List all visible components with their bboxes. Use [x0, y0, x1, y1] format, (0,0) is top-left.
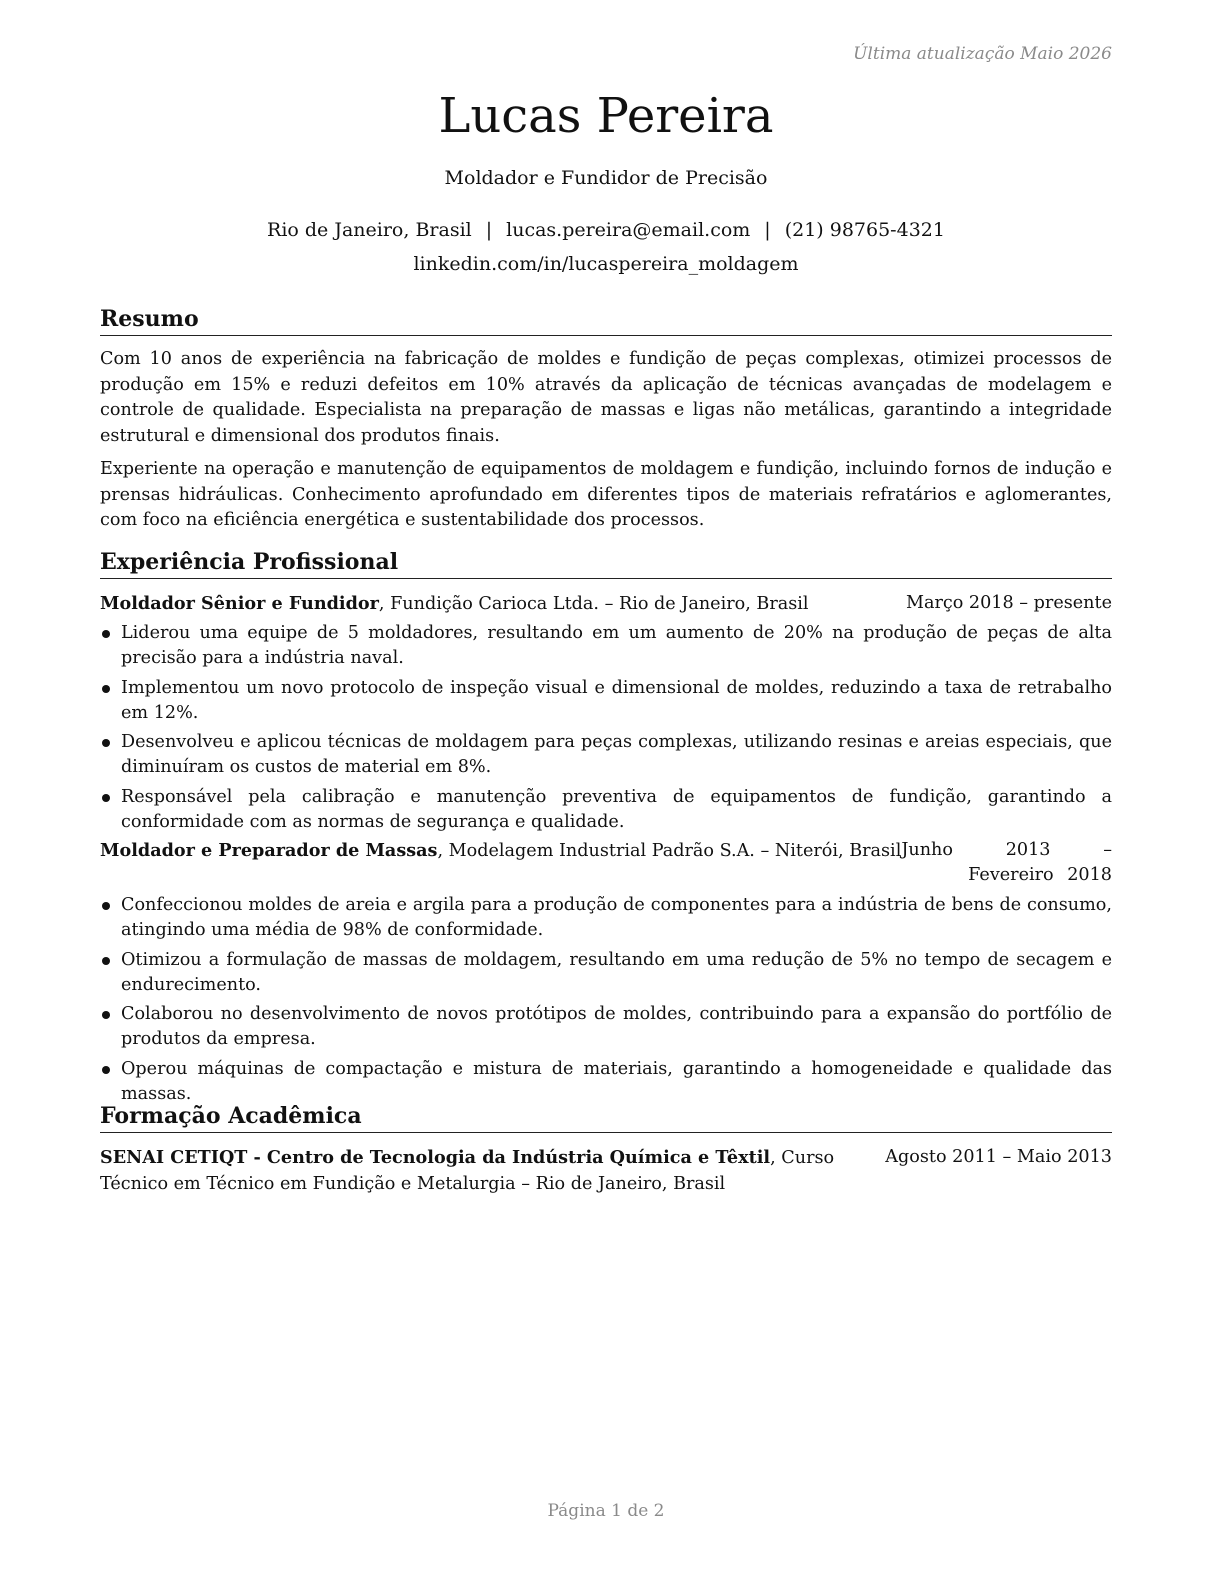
- education-details: , Curso Técnico em Técnico em Fundição e Metalurgia – Rio de Janeiro, Brasil: [100, 1148, 835, 1194]
- contact-separator: |: [485, 219, 493, 241]
- list-item: Confeccionou moldes de areia e argila para a produção de componentes para a indústria de bens de consumo, atingindo uma média de 98% de conformidade.: [100, 893, 1112, 943]
- bullet-icon: [102, 630, 110, 638]
- job-details: , Modelagem Industrial Padrão S.A. – Niterói, Brasil: [437, 841, 902, 861]
- contact-separator: |: [764, 219, 771, 241]
- job-header: [100, 591, 1112, 617]
- list-item: Implementou um novo protocolo de inspeção visual e dimensional de moldes, reduzindo a taxa de retrabalho em 12%.: [100, 676, 1112, 726]
- section-heading-experience: Experiência Profissional: [100, 547, 1112, 579]
- list-item: Desenvolveu e aplicou técnicas de moldagem para peças complexas, utilizando resinas e areias especiais, que diminuíram os custos de material em 8%.: [100, 730, 1112, 780]
- bullet-icon: [102, 1011, 110, 1019]
- education-dates: Agosto 2011 – Maio 2013: [885, 1147, 1112, 1167]
- candidate-name: Lucas Pereira: [438, 88, 774, 144]
- list-item: Otimizou a formulação de massas de moldagem, resultando em uma redução de 5% no tempo de secagem e endurecimento.: [100, 948, 1112, 998]
- page-number: Página 1 de 2: [547, 1501, 665, 1521]
- section-heading-summary: Resumo: [100, 304, 1112, 336]
- list-item: Liderou uma equipe de 5 moldadores, resultando em um aumento de 20% na produção de peças de alta precisão para a indústria naval.: [100, 621, 1112, 671]
- list-item: Responsável pela calibração e manutenção preventiva de equipamentos de fundição, garantindo a conformidade com as normas de segurança e qualidade.: [100, 785, 1112, 835]
- summary-paragraph: Com 10 anos de experiência na fabricação de moldes e fundição de peças complexas, otimizei processos de produção em 15% e reduzi defeitos em 10% através da aplicação de técnicas avançadas de modelagem e controle de qualidade. Especialista na preparação de massas e ligas não metálicas, garantindo a integridade estrutural e dimensional dos produtos finais.: [100, 349, 1112, 446]
- candidate-title: Moldador e Fundidor de Precisão: [444, 167, 768, 189]
- bullet-icon: [102, 957, 110, 965]
- bullet-icon: [102, 685, 110, 693]
- bullet-icon: [102, 902, 110, 910]
- bullet-icon: [102, 739, 110, 747]
- list-item: Colaborou no desenvolvimento de novos protótipos de moldes, contribuindo para a expansão do portfólio de produtos da empresa.: [100, 1002, 1112, 1052]
- bullet-icon: [102, 1066, 110, 1074]
- section-heading-education: Formação Acadêmica: [100, 1101, 1112, 1133]
- job-role: Moldador e Preparador de Massas: [100, 840, 438, 861]
- job-header: [100, 838, 1112, 888]
- education-institution: SENAI CETIQT - Centro de Tecnologia da Indústria Química e Têxtil: [100, 1147, 771, 1168]
- contact-linkedin[interactable]: linkedin.com/in/lucaspereira_moldagem: [413, 253, 799, 275]
- resume-page: [100, 0, 1112, 1584]
- last-updated: Última atualização Maio 2026: [853, 44, 1112, 64]
- job-dates: Junho 2013 – Fevereiro 2018: [901, 840, 1112, 885]
- job-bullets: [100, 893, 1112, 1111]
- contact-location: Rio de Janeiro, Brasil: [267, 219, 472, 241]
- contact-email[interactable]: lucas.pereira@email.com: [506, 219, 751, 241]
- job-details: , Fundição Carioca Ltda. – Rio de Janeiro, Brasil: [378, 594, 809, 614]
- bullet-icon: [102, 794, 110, 802]
- list-item: Operou máquinas de compactação e mistura de materiais, garantindo a homogeneidade e qualidade das massas.: [100, 1057, 1112, 1107]
- job-dates: Março 2018 – presente: [905, 593, 1112, 613]
- contact-line: [100, 219, 1112, 241]
- education-entry: [100, 1145, 1112, 1197]
- job-bullets: [100, 621, 1112, 839]
- contact-phone: (21) 98765-4321: [784, 219, 945, 241]
- job-role: Moldador Sênior e Fundidor: [100, 593, 379, 614]
- summary-paragraph: Experiente na operação e manutenção de equipamentos de moldagem e fundição, incluindo fornos de indução e prensas hidráulicas. Conhecimento aprofundado em diferentes tipos de materiais refratários e aglomerantes, com foco na eficiência energética e sustentabilidade dos processos.: [100, 459, 1112, 530]
